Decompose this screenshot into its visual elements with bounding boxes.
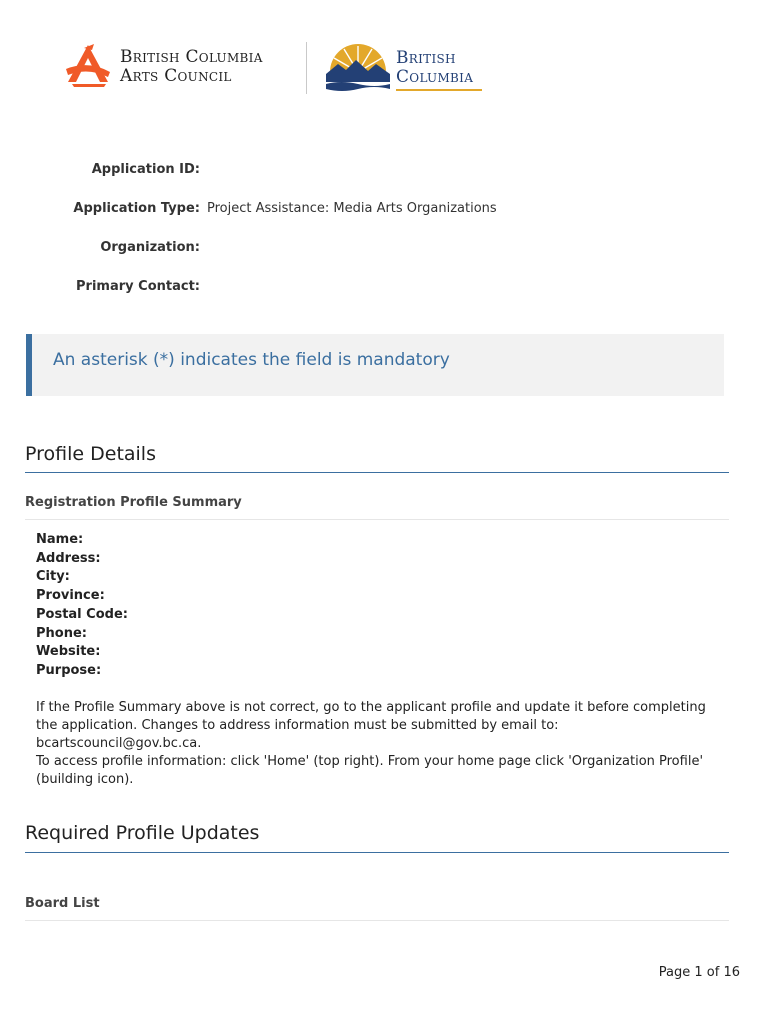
page-number: Page 1 of 16: [658, 965, 740, 980]
bc-arts-council-wordmark: [120, 48, 263, 86]
meta-row-application-id: [0, 162, 770, 201]
profile-details-title: Profile Details: [25, 443, 156, 465]
meta-label: Primary Contact:: [76, 279, 200, 294]
profile-summary-fields: [36, 531, 128, 681]
bc-line-2: Columbia: [396, 67, 474, 87]
meta-row-primary-contact: [0, 279, 770, 318]
meta-label: Application Type:: [73, 201, 200, 216]
profile-instructions-line-2: To access profile information: click 'Home' (top right). From your home page click 'Organization Profile' (building icon).: [36, 754, 704, 787]
registration-profile-summary-rule: [25, 519, 729, 520]
bcac-line-2: Arts Council: [120, 66, 232, 86]
meta-row-application-type: [0, 201, 770, 240]
mandatory-notice: [26, 334, 724, 396]
field-phone: Phone:: [36, 625, 87, 641]
logo-divider: [306, 42, 307, 94]
field-city: City:: [36, 569, 70, 585]
profile-details-rule: [25, 472, 729, 473]
profile-instructions-line-1: If the Profile Summary above is not correct, go to the applicant profile and update it before completing the application. Changes to address information must be submitted by email to: bcartscouncil@gov.bc.ca.: [36, 700, 706, 751]
bc-line-1: British: [396, 48, 456, 68]
mandatory-notice-text: An asterisk (*) indicates the field is mandatory: [53, 350, 450, 370]
meta-value: Project Assistance: Media Arts Organizations: [207, 201, 497, 216]
bc-wordmark-rule: [396, 89, 482, 91]
bc-arts-council-logo-icon: [62, 42, 114, 88]
board-list-rule: [25, 920, 729, 921]
header-logos: [62, 40, 502, 96]
field-purpose: Purpose:: [36, 662, 102, 678]
required-profile-updates-title: Required Profile Updates: [25, 822, 260, 844]
profile-instructions: [36, 699, 726, 789]
required-profile-updates-rule: [25, 852, 729, 853]
meta-label: Organization:: [100, 240, 200, 255]
field-address: Address:: [36, 550, 101, 566]
field-website: Website:: [36, 644, 101, 660]
registration-profile-summary-title: Registration Profile Summary: [25, 495, 242, 510]
bc-government-wordmark: [396, 49, 482, 91]
meta-row-organization: [0, 240, 770, 279]
application-meta: [0, 162, 770, 318]
meta-label: Application ID:: [91, 162, 200, 177]
bc-government-logo-icon: [324, 42, 392, 92]
field-postal-code: Postal Code:: [36, 606, 128, 622]
field-name: Name:: [36, 532, 84, 547]
board-list-title: Board List: [25, 896, 100, 911]
bcac-line-1: British Columbia: [120, 47, 263, 67]
field-province: Province:: [36, 588, 105, 604]
